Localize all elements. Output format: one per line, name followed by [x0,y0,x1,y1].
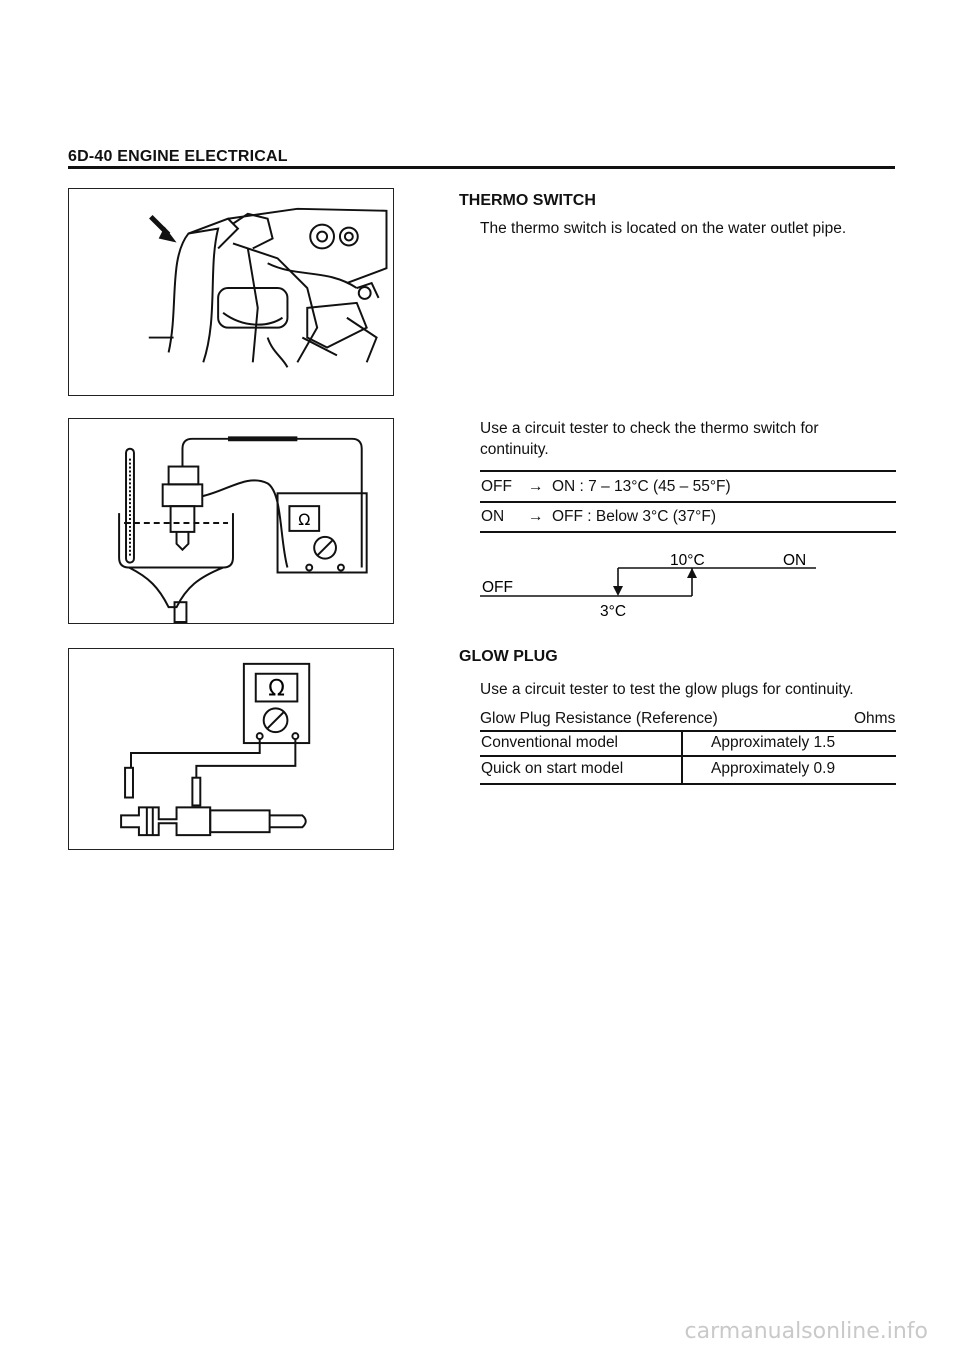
diagram-on-label: ON [783,552,807,569]
engine-location-figure [68,188,394,396]
diagram-off-label: OFF [482,579,513,596]
thermo-pointer-arrow [151,217,177,243]
thermo-heading: THERMO SWITCH [459,192,596,209]
table-row-1-value: Approximately 1.5 [711,734,836,751]
thermo-tester-text: Use a circuit tester to check the thermo switch for continuity. [480,420,819,458]
glow-heading: GLOW PLUG [459,648,558,665]
spec-row-1-spec: ON : 7 – 13°C (45 – 55°F) [552,478,731,495]
water-container [119,513,233,622]
thermometer [126,449,134,563]
page-header: 6D-40 ENGINE ELECTRICAL [68,148,288,165]
table-row-2-value: Approximately 0.9 [711,760,836,777]
spec-rule-top [480,470,896,472]
table-column-divider [681,730,683,783]
spec-row-2-from: ON [481,508,505,525]
header-rule [68,166,895,169]
spec-rule-bottom [480,531,896,533]
glow-plug-test-figure [68,648,394,850]
on-transition-arrow [687,568,697,578]
table-rule-middle [480,755,896,757]
off-transition-arrow [613,586,623,596]
spec-row-1-from: OFF [481,478,512,495]
table-row-1-model: Conventional model [481,734,619,751]
spec-row-2-spec: OFF : Below 3°C (37°F) [552,508,716,525]
spec-row-1-arrow: → [528,478,544,495]
thermo-switch [163,467,203,550]
table-rule-bottom [480,783,896,785]
ohmmeter [278,493,367,572]
engine-illustration [69,189,393,395]
resistance-unit: Ohms [854,710,896,727]
hysteresis-diagram [480,550,840,625]
diagram-upper-temp: 10°C [670,552,705,569]
resistance-table-title: Glow Plug Resistance (Reference) [480,710,718,727]
glow-text: Use a circuit tester to test the glow plugs for continuity. [480,681,854,698]
spec-rule-middle [480,501,896,503]
spec-row-2-arrow: → [528,508,544,525]
thermo-test-figure [68,418,394,624]
table-row-2-model: Quick on start model [481,760,624,777]
glow-plug [121,807,306,835]
thermo-location-text: The thermo switch is located on the water outlet pipe. [480,220,847,237]
ohm-symbol-small: Ω [298,509,311,529]
diagram-lower-temp: 3°C [600,603,627,620]
watermark: carmanualsonline.info [684,1319,928,1344]
ohm-symbol-large: Ω [268,676,285,702]
